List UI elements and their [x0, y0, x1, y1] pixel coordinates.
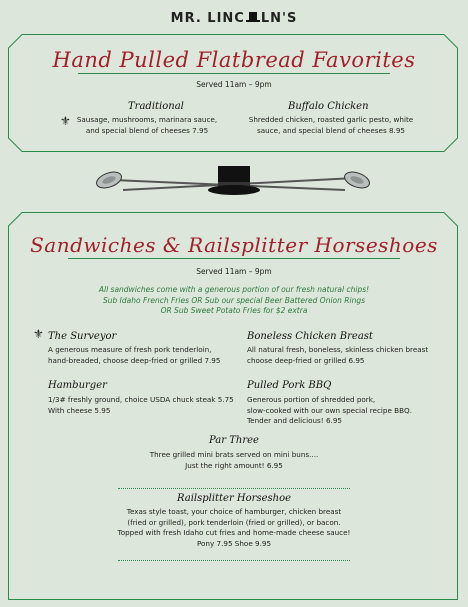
sandwich-section-title: Sandwiches & Railsplitter Horseshoes [30, 233, 438, 257]
fleur-de-lis-icon: ⚜ [60, 114, 71, 128]
menu-item-description: Shredded chicken, roasted garlic pesto, white sauce, and special blend of cheeses 8.95 [248, 115, 414, 135]
golf-clubs-icon [95, 160, 373, 204]
menu-item-name: Traditional [128, 101, 184, 112]
menu-item-description: 1/3# freshly ground, choice USDA chuck steak 5.75 With cheese 5.95 [48, 395, 234, 415]
top-hat-icon [246, 12, 260, 23]
sandwich-title-underline [68, 258, 400, 259]
menu-item-name: Boneless Chicken Breast [247, 331, 373, 342]
flatbread-title-underline [78, 73, 390, 74]
dotted-divider [118, 560, 350, 561]
sandwich-served-hours: Served 11am – 9pm [196, 267, 272, 276]
menu-item-description: Generous portion of shredded pork, slow-cooked with our own special recipe BBQ. Tender and delicious! 6.95 [247, 395, 412, 425]
menu-item-name: Hamburger [48, 380, 107, 391]
menu-item-name: The Surveyor [48, 331, 117, 342]
dotted-divider [118, 488, 350, 489]
flatbread-section-title: Hand Pulled Flatbread Favorites [52, 48, 416, 72]
menu-item-name: Buffalo Chicken [288, 101, 369, 112]
menu-item-name: Railsplitter Horseshoe [176, 493, 292, 504]
fleur-de-lis-icon: ⚜ [33, 327, 44, 341]
sides-note: All sandwiches come with a generous portion of our fresh natural chips! Sub Idaho French Fries OR Sub our special Beer Battered Onion Rings OR Sub Sweet Potato Fries for $2 extra [98, 285, 370, 315]
menu-item-description: Three grilled mini brats served on mini buns.... Just the right amount! 6.95 [149, 450, 319, 470]
flatbread-served-hours: Served 11am – 9pm [196, 80, 272, 89]
brand-name [0, 11, 468, 26]
brand-name-part1: MR. LINC [170, 11, 245, 26]
menu-item-name: Pulled Pork BBQ [247, 380, 332, 391]
menu-item-description: All natural fresh, boneless, skinless chicken breast choose deep-fried or grilled 6.95 [247, 345, 429, 365]
menu-item-name: Par Three [209, 435, 259, 446]
menu-item-description: Texas style toast, your choice of hamburger, chicken breast (fried or grilled), pork tenderloin (fried or grilled), or bacon. Topped with fresh Idaho cut fries and home-made cheese sauce! Pony 7.95 Shoe 9.95 [117, 507, 351, 548]
menu-item-description: A generous measure of fresh pork tenderloin, hand-breaded, choose deep-fried or grilled 7.95 [48, 345, 221, 365]
brand-name-part2: LN'S [260, 11, 298, 26]
menu-item-description: Sausage, mushrooms, marinara sauce, and special blend of cheeses 7.95 [76, 115, 218, 135]
